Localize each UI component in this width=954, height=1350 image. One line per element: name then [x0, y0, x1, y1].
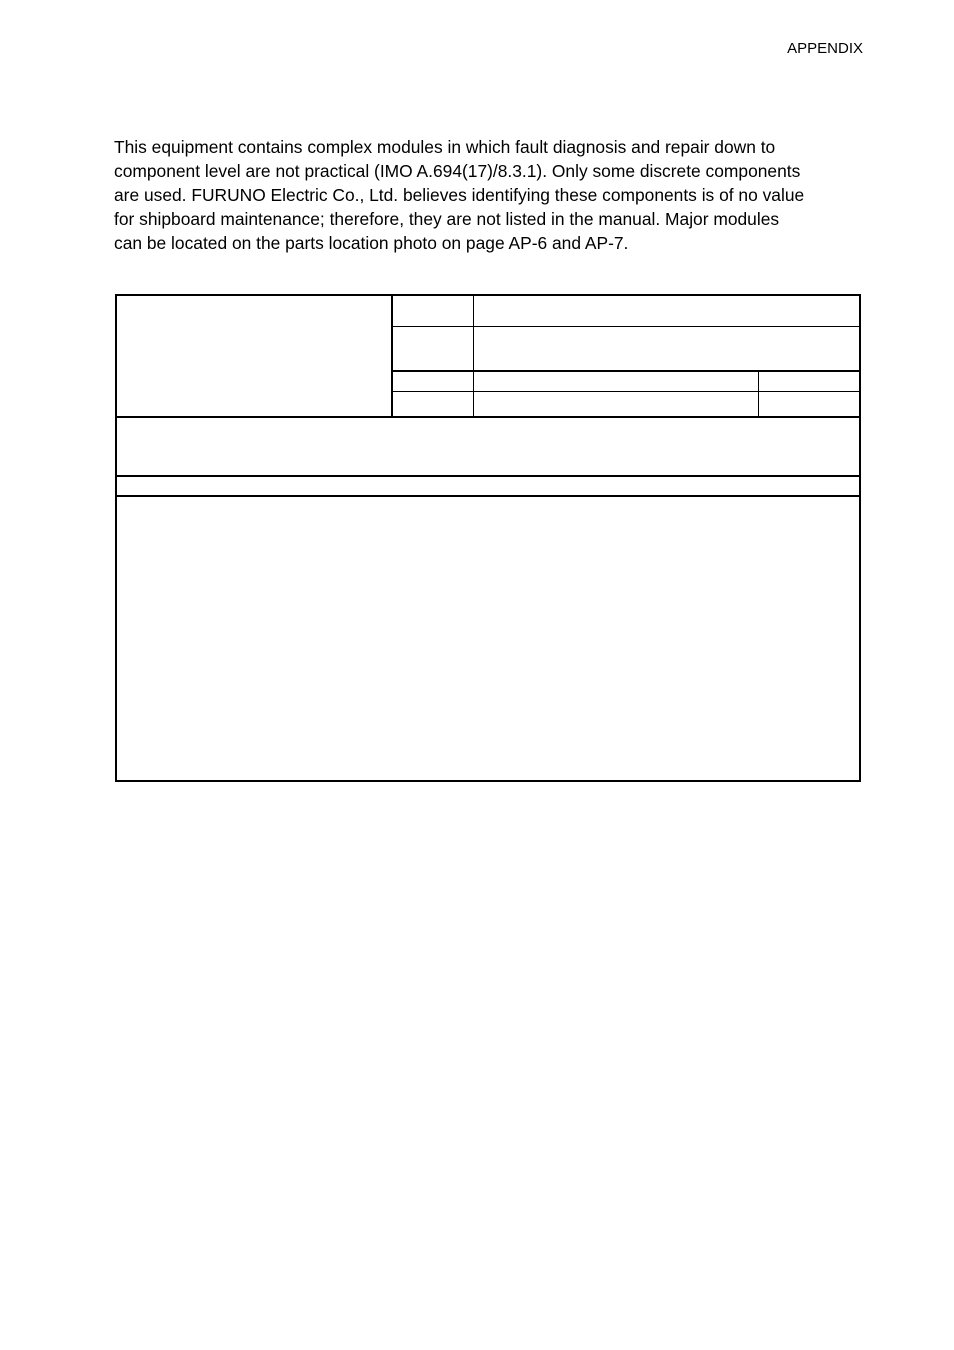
intro-line: component level are not practical (IMO A.694(17)/8.3.1). Only some discrete components	[114, 161, 801, 181]
form-divider	[392, 326, 861, 327]
form-divider	[392, 391, 861, 392]
form-divider	[758, 371, 759, 416]
parts-list-form	[115, 294, 861, 782]
form-divider	[392, 370, 861, 372]
intro-line: can be located on the parts location photo on page AP-6 and AP-7.	[114, 233, 629, 253]
form-divider	[117, 416, 861, 418]
appendix-header: APPENDIX	[787, 40, 863, 57]
form-divider	[117, 495, 861, 497]
intro-line: for shipboard maintenance; therefore, they are not listed in the manual. Major modules	[114, 209, 780, 229]
form-divider	[391, 296, 393, 416]
intro-line: are used. FURUNO Electric Co., Ltd. believes identifying these components is of no value	[114, 185, 805, 205]
form-divider	[473, 296, 474, 416]
intro-paragraph	[114, 135, 874, 255]
intro-line: This equipment contains complex modules in which fault diagnosis and repair down to	[114, 137, 776, 157]
form-divider	[117, 475, 861, 477]
